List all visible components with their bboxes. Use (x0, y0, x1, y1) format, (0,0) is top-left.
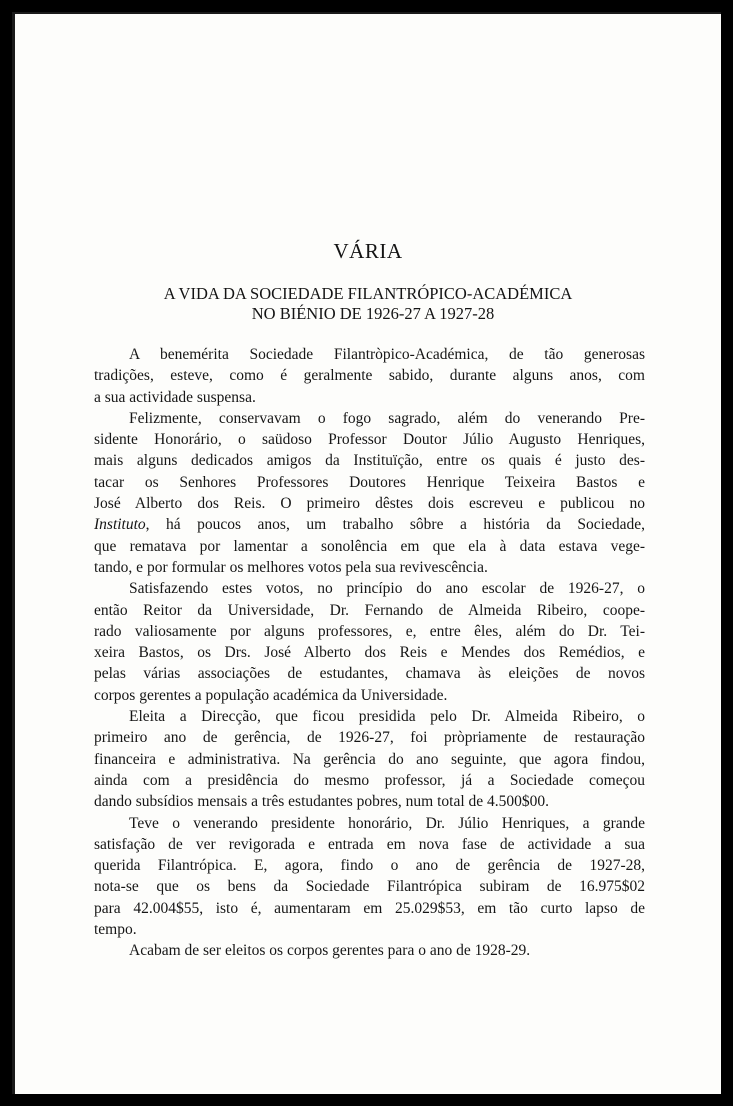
text-line: mais alguns dedicados amigos da Instituïção, entre os quais é justo des- (94, 452, 645, 470)
paragraph (94, 813, 645, 941)
text-line: querida Filantrópica. E, agora, findo o ano de gerência de 1927-28, (94, 857, 645, 875)
text-line: xeira Bastos, os Drs. José Alberto dos Reis e Mendes dos Remédios, e (94, 644, 645, 662)
text-line: satisfação de ver revigorada e entrada em nova fase de actividade a sua (94, 835, 645, 853)
text-line: Eleita a Direcção, que ficou presidida pelo Dr. Almeida Ribeiro, o (129, 708, 645, 726)
text-line: Acabam de ser eleitos os corpos gerentes para o ano de 1928-29. (129, 942, 531, 960)
text-line: José Alberto dos Reis. O primeiro dêstes dois escreveu e publicou no (94, 495, 645, 513)
paragraph (94, 408, 645, 578)
text-line: Satisfazendo estes votos, no princípio do ano escolar de 1926-27, o (129, 580, 645, 598)
text-line: tempo. (94, 921, 137, 939)
article-body (94, 344, 645, 962)
paragraph (94, 706, 645, 812)
publication-title: Instituto (94, 516, 146, 534)
paragraph (94, 344, 645, 408)
paragraph (94, 578, 645, 706)
text-line: Instituto, há poucos anos, um trabalho sôbre a história da Sociedade, (94, 516, 645, 534)
article-title-line-2: NO BIÉNIO DE 1926-27 A 1927-28 (251, 304, 495, 323)
text-line: corpos gerentes a população académica da Universidade. (94, 686, 448, 704)
text-line: a sua actividade suspensa. (94, 388, 256, 406)
section-title: VÁRIA (333, 239, 403, 263)
text-line: ainda com a presidência do mesmo professor, já a Sociedade começou (94, 771, 645, 789)
text-line: Teve o venerando presidente honorário, Dr. Júlio Henriques, a grande (129, 814, 645, 832)
text-line: que rematava por lamentar a sonolência em que ela à data estava vege- (94, 537, 645, 555)
text-line: pelas várias associações de estudantes, chamava às eleições de novos (94, 665, 645, 683)
text-line: rado valiosamente por alguns professores, e, entre êles, além do Dr. Tei- (94, 622, 645, 640)
text-line: primeiro ano de gerência, de 1926-27, foi pròpriamente de restauração (94, 729, 645, 747)
text-line: nota-se que os bens da Sociedade Filantrópica subiram de 16.975$02 (94, 878, 645, 896)
paragraph (94, 940, 645, 961)
text-line: financeira e administrativa. Na gerência do ano seguinte, que agora findou, (94, 750, 645, 768)
text-line: tradições, esteve, como é geralmente sabido, durante alguns anos, com (94, 367, 645, 385)
document-page (12, 12, 721, 1094)
text-line: tando, e por formular os melhores votos pela sua revivescência. (94, 558, 488, 576)
text-line: para 42.004$55, isto é, aumentaram em 25.029$53, em tão curto lapso de (94, 899, 645, 917)
article-title (15, 284, 721, 324)
text-line: dando subsídios mensais a três estudantes pobres, num total de 4.500$00. (94, 793, 550, 811)
text-line: então Reitor da Universidade, Dr. Fernando de Almeida Ribeiro, coope- (94, 601, 645, 619)
text-line: sidente Honorário, o saüdoso Professor Doutor Júlio Augusto Henriques, (94, 431, 645, 449)
text-line: tacar os Senhores Professores Doutores Henrique Teixeira Bastos e (94, 473, 645, 491)
text-line: A benemérita Sociedade Filantròpico-Académica, de tão generosas (129, 346, 645, 363)
article-title-line-1: A VIDA DA SOCIEDADE FILANTRÓPICO-ACADÉMICA (163, 284, 573, 303)
text-line: Felizmente, conservavam o fogo sagrado, além do venerando Pre- (129, 409, 645, 427)
